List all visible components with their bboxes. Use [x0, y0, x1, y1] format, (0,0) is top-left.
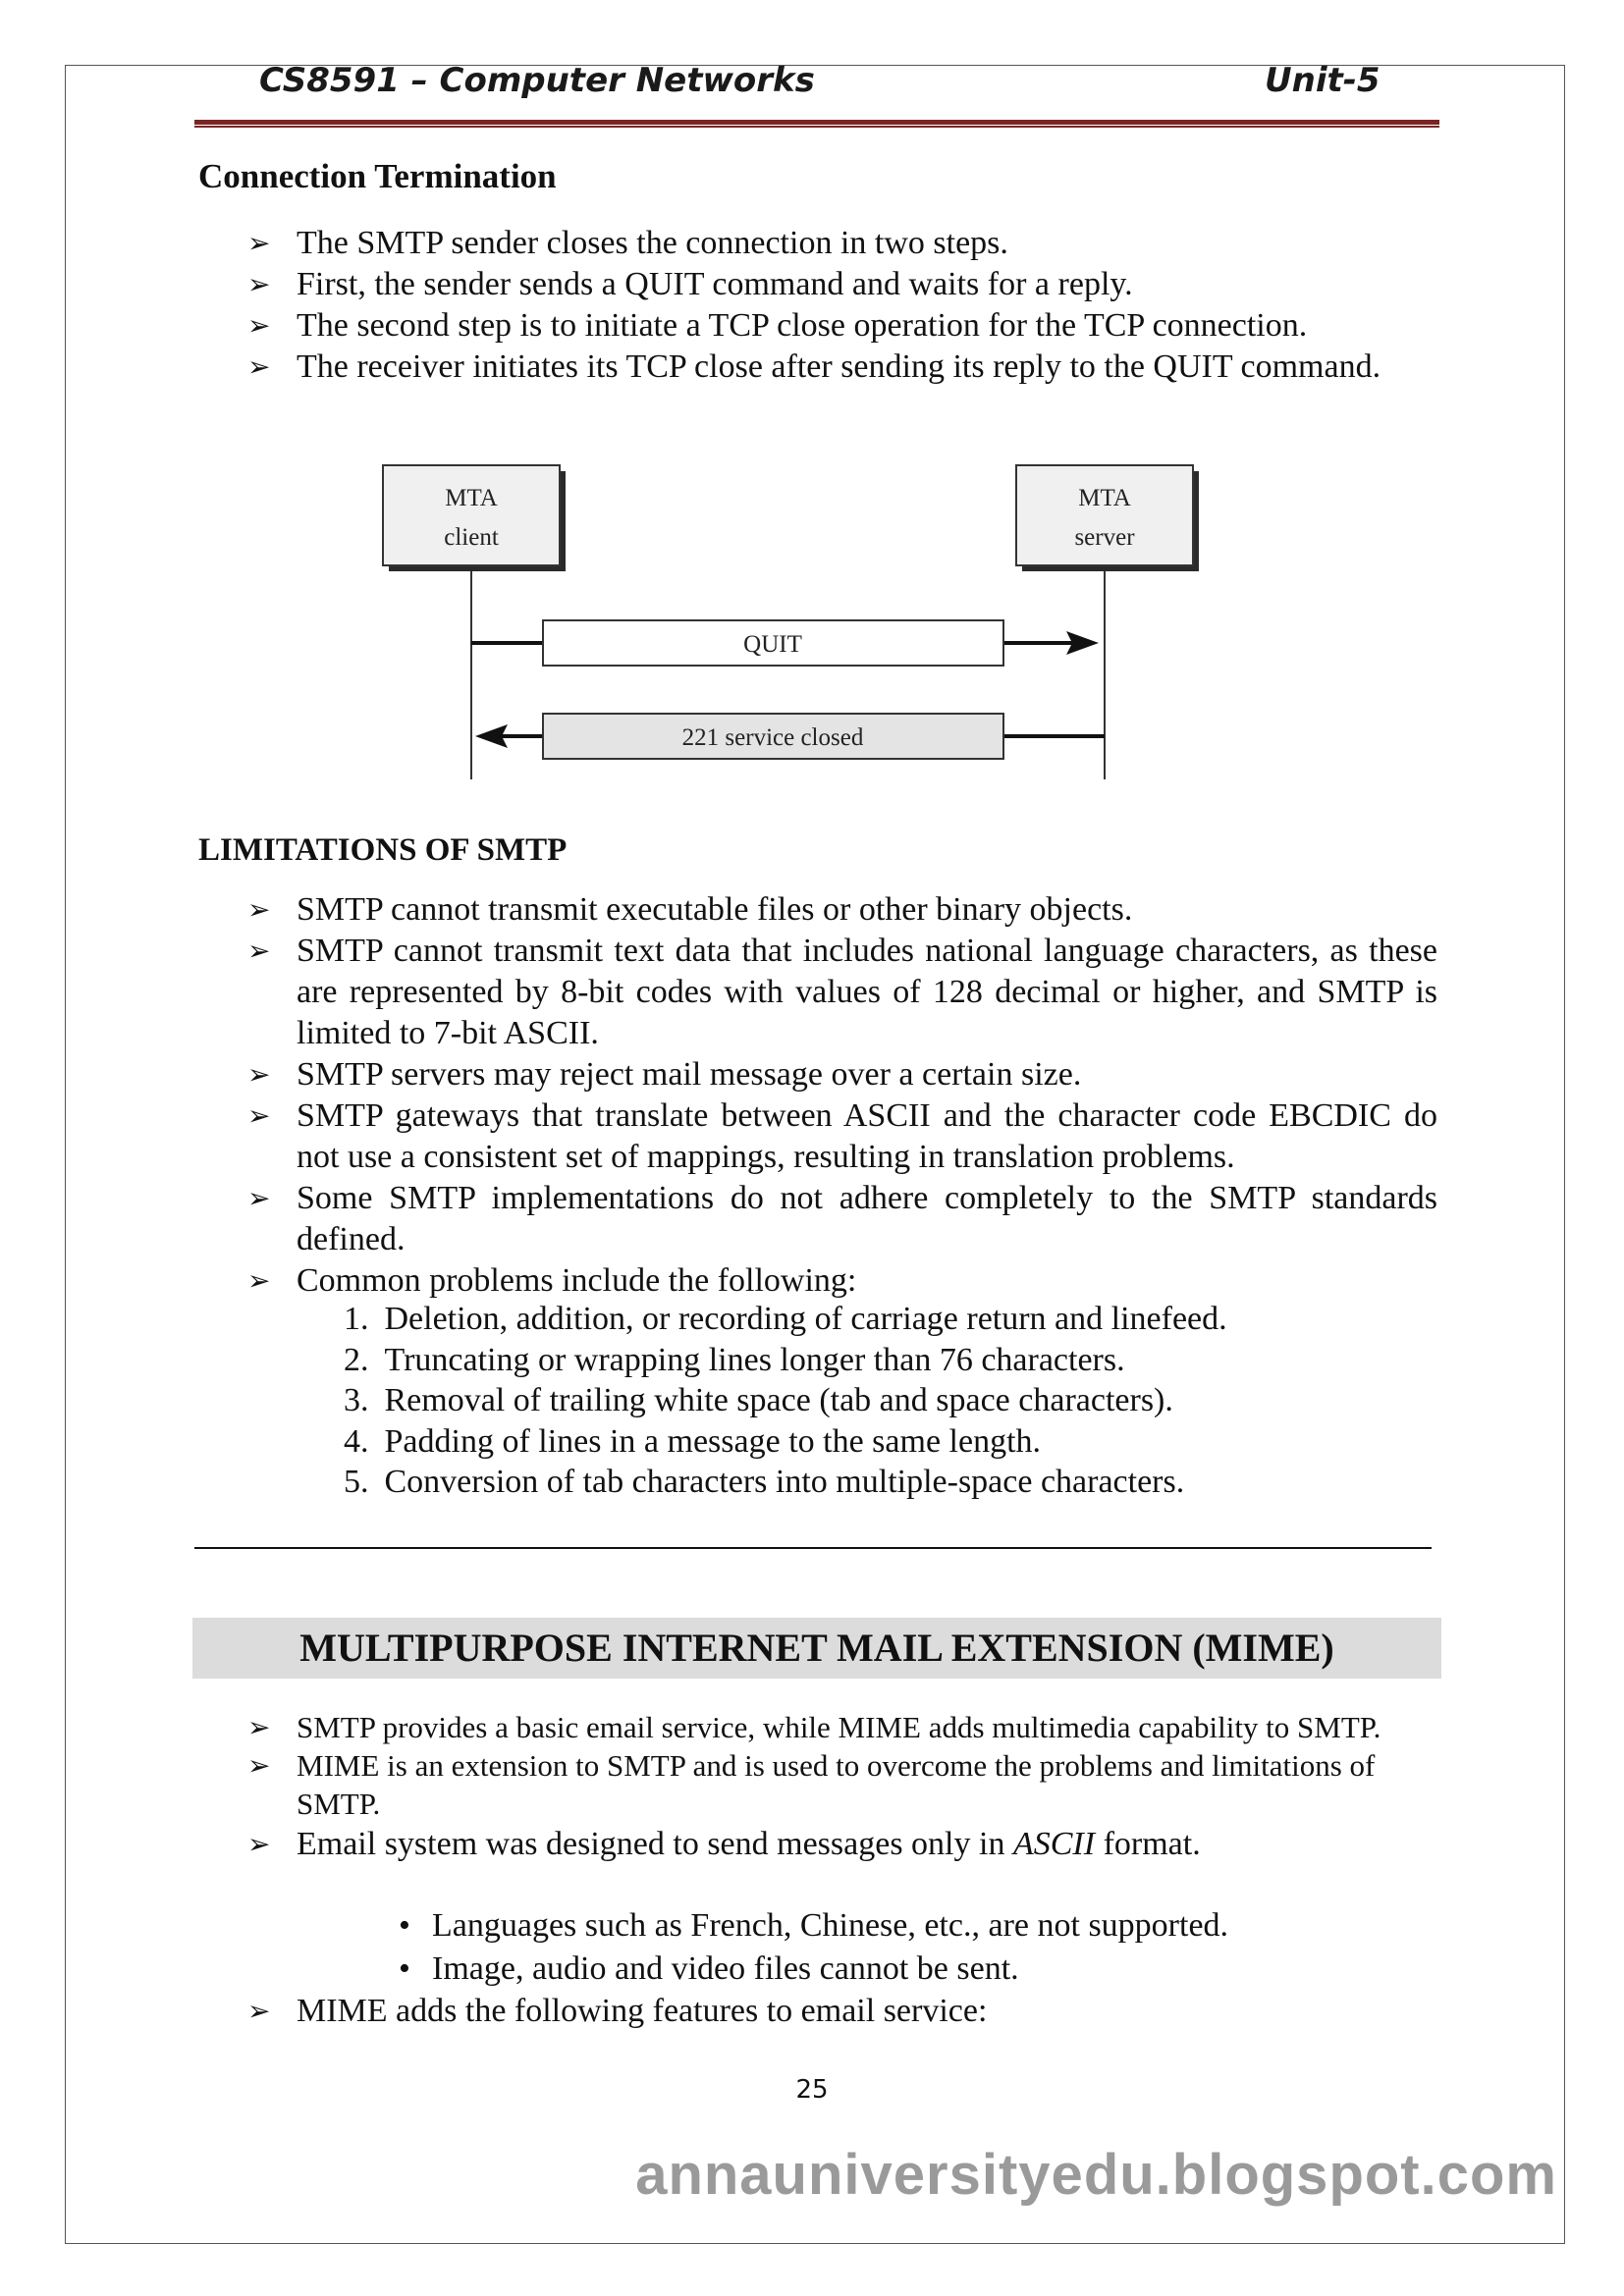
ascii-emphasis: ASCII [1012, 1826, 1096, 1862]
list-item: ➢ MIME adds the following features to email service: [247, 1991, 1437, 2032]
arrow-bullet-icon: ➢ [247, 893, 271, 926]
mime-list [247, 1708, 1437, 1866]
page-number: 25 [795, 2075, 829, 2105]
mta-client-label: MTA [445, 485, 498, 511]
list-item: ➢ MIME is an extension to SMTP and is used to overcome the problems and limitations of SMTP. [247, 1748, 1376, 1821]
arrow-bullet-icon: ➢ [247, 1995, 271, 2027]
arrow-bullet-icon: ➢ [247, 227, 271, 259]
arrow-bullet-icon: ➢ [247, 1264, 271, 1297]
limitations-list [247, 889, 1437, 1302]
arrow-bullet-icon: ➢ [247, 934, 271, 967]
watermark: annauniversityedu.blogspot.com [635, 2143, 1557, 2207]
closed-message-label: 221 service closed [681, 724, 864, 751]
common-problems-list [344, 1299, 1227, 1503]
connection-termination-diagram [363, 461, 1227, 785]
section-divider [194, 1547, 1432, 1549]
arrow-bullet-icon: ➢ [247, 350, 271, 383]
arrow-bullet-icon: ➢ [247, 1099, 271, 1132]
list-item: ➢ SMTP servers may reject mail message over a certain size. [247, 1054, 1437, 1095]
list-item: ➢ SMTP cannot transmit text data that includes national language characters, as these are represented by 8-bit codes with values of 128 decimal or higher, and SMTP is limited to 7-bit ASCII. [247, 933, 1437, 1051]
header-unit-label: Unit-5 [1265, 61, 1380, 100]
section-heading-mime: MULTIPURPOSE INTERNET MAIL EXTENSION (MIME) [299, 1626, 1334, 1670]
list-item: 3. Removal of trailing white space (tab and space characters). [344, 1382, 1173, 1418]
arrow-bullet-icon: ➢ [247, 1182, 271, 1214]
quit-message-label: QUIT [743, 631, 802, 658]
list-item: ➢ The second step is to initiate a TCP close operation for the TCP connection. [247, 305, 1437, 347]
list-item: ➢ SMTP cannot transmit executable files or other binary objects. [247, 889, 1437, 931]
list-item: ➢ Email system was designed to send messages only in ASCII format. [247, 1823, 1437, 1866]
list-item: ➢ SMTP gateways that translate between ASCII and the character code EBCDIC do not use a consistent set of mappings, resulting in translation problems. [247, 1097, 1437, 1175]
dot-bullet-icon: • [399, 1950, 410, 1987]
mta-client-sublabel: client [444, 524, 499, 551]
list-item: ➢ First, the sender sends a QUIT command and waits for a reply. [247, 264, 1437, 305]
section-heading-connection-termination: Connection Termination [198, 157, 557, 195]
list-item: ➢ The SMTP sender closes the connection in two steps. [247, 223, 1437, 264]
list-item: ➢ SMTP provides a basic email service, while MIME adds multimedia capability to SMTP. [247, 1710, 1381, 1744]
dot-bullet-icon: • [399, 1907, 410, 1944]
mta-server-sublabel: server [1074, 524, 1135, 551]
arrow-bullet-icon: ➢ [247, 309, 271, 342]
header-course-title: CS8591 – Computer Networks [259, 61, 815, 100]
list-item: 1. Deletion, addition, or recording of carriage return and linefeed. [344, 1301, 1227, 1337]
mime-subpoints-list [399, 1904, 1228, 1991]
list-item: ➢ Common problems include the following: [247, 1260, 1437, 1302]
list-item: • Languages such as French, Chinese, etc., are not supported. [399, 1904, 1228, 1948]
arrow-bullet-icon: ➢ [247, 268, 271, 300]
list-item: • Image, audio and video files cannot be sent. [399, 1948, 1228, 1991]
header-rule-thin [194, 126, 1439, 128]
list-item: ➢ The receiver initiates its TCP close after sending its reply to the QUIT command. [247, 347, 1437, 388]
arrow-bullet-icon: ➢ [247, 1058, 271, 1091]
arrow-bullet-icon: ➢ [247, 1711, 271, 1743]
list-item: 4. Padding of lines in a message to the same length. [344, 1422, 1042, 1460]
arrow-bullet-icon: ➢ [247, 1749, 271, 1782]
mta-server-label: MTA [1078, 485, 1131, 511]
list-item: 2. Truncating or wrapping lines longer than 76 characters. [344, 1341, 1125, 1378]
list-item: 5. Conversion of tab characters into multiple-space characters. [344, 1464, 1185, 1500]
section-heading-limitations: LIMITATIONS OF SMTP [198, 832, 568, 868]
arrow-bullet-icon: ➢ [247, 1828, 271, 1860]
mime-features-list [247, 1991, 1437, 2032]
connection-termination-list [247, 223, 1437, 388]
list-item: ➢ Some SMTP implementations do not adhere completely to the SMTP standards defined. [247, 1180, 1437, 1257]
header-rule [194, 120, 1439, 125]
